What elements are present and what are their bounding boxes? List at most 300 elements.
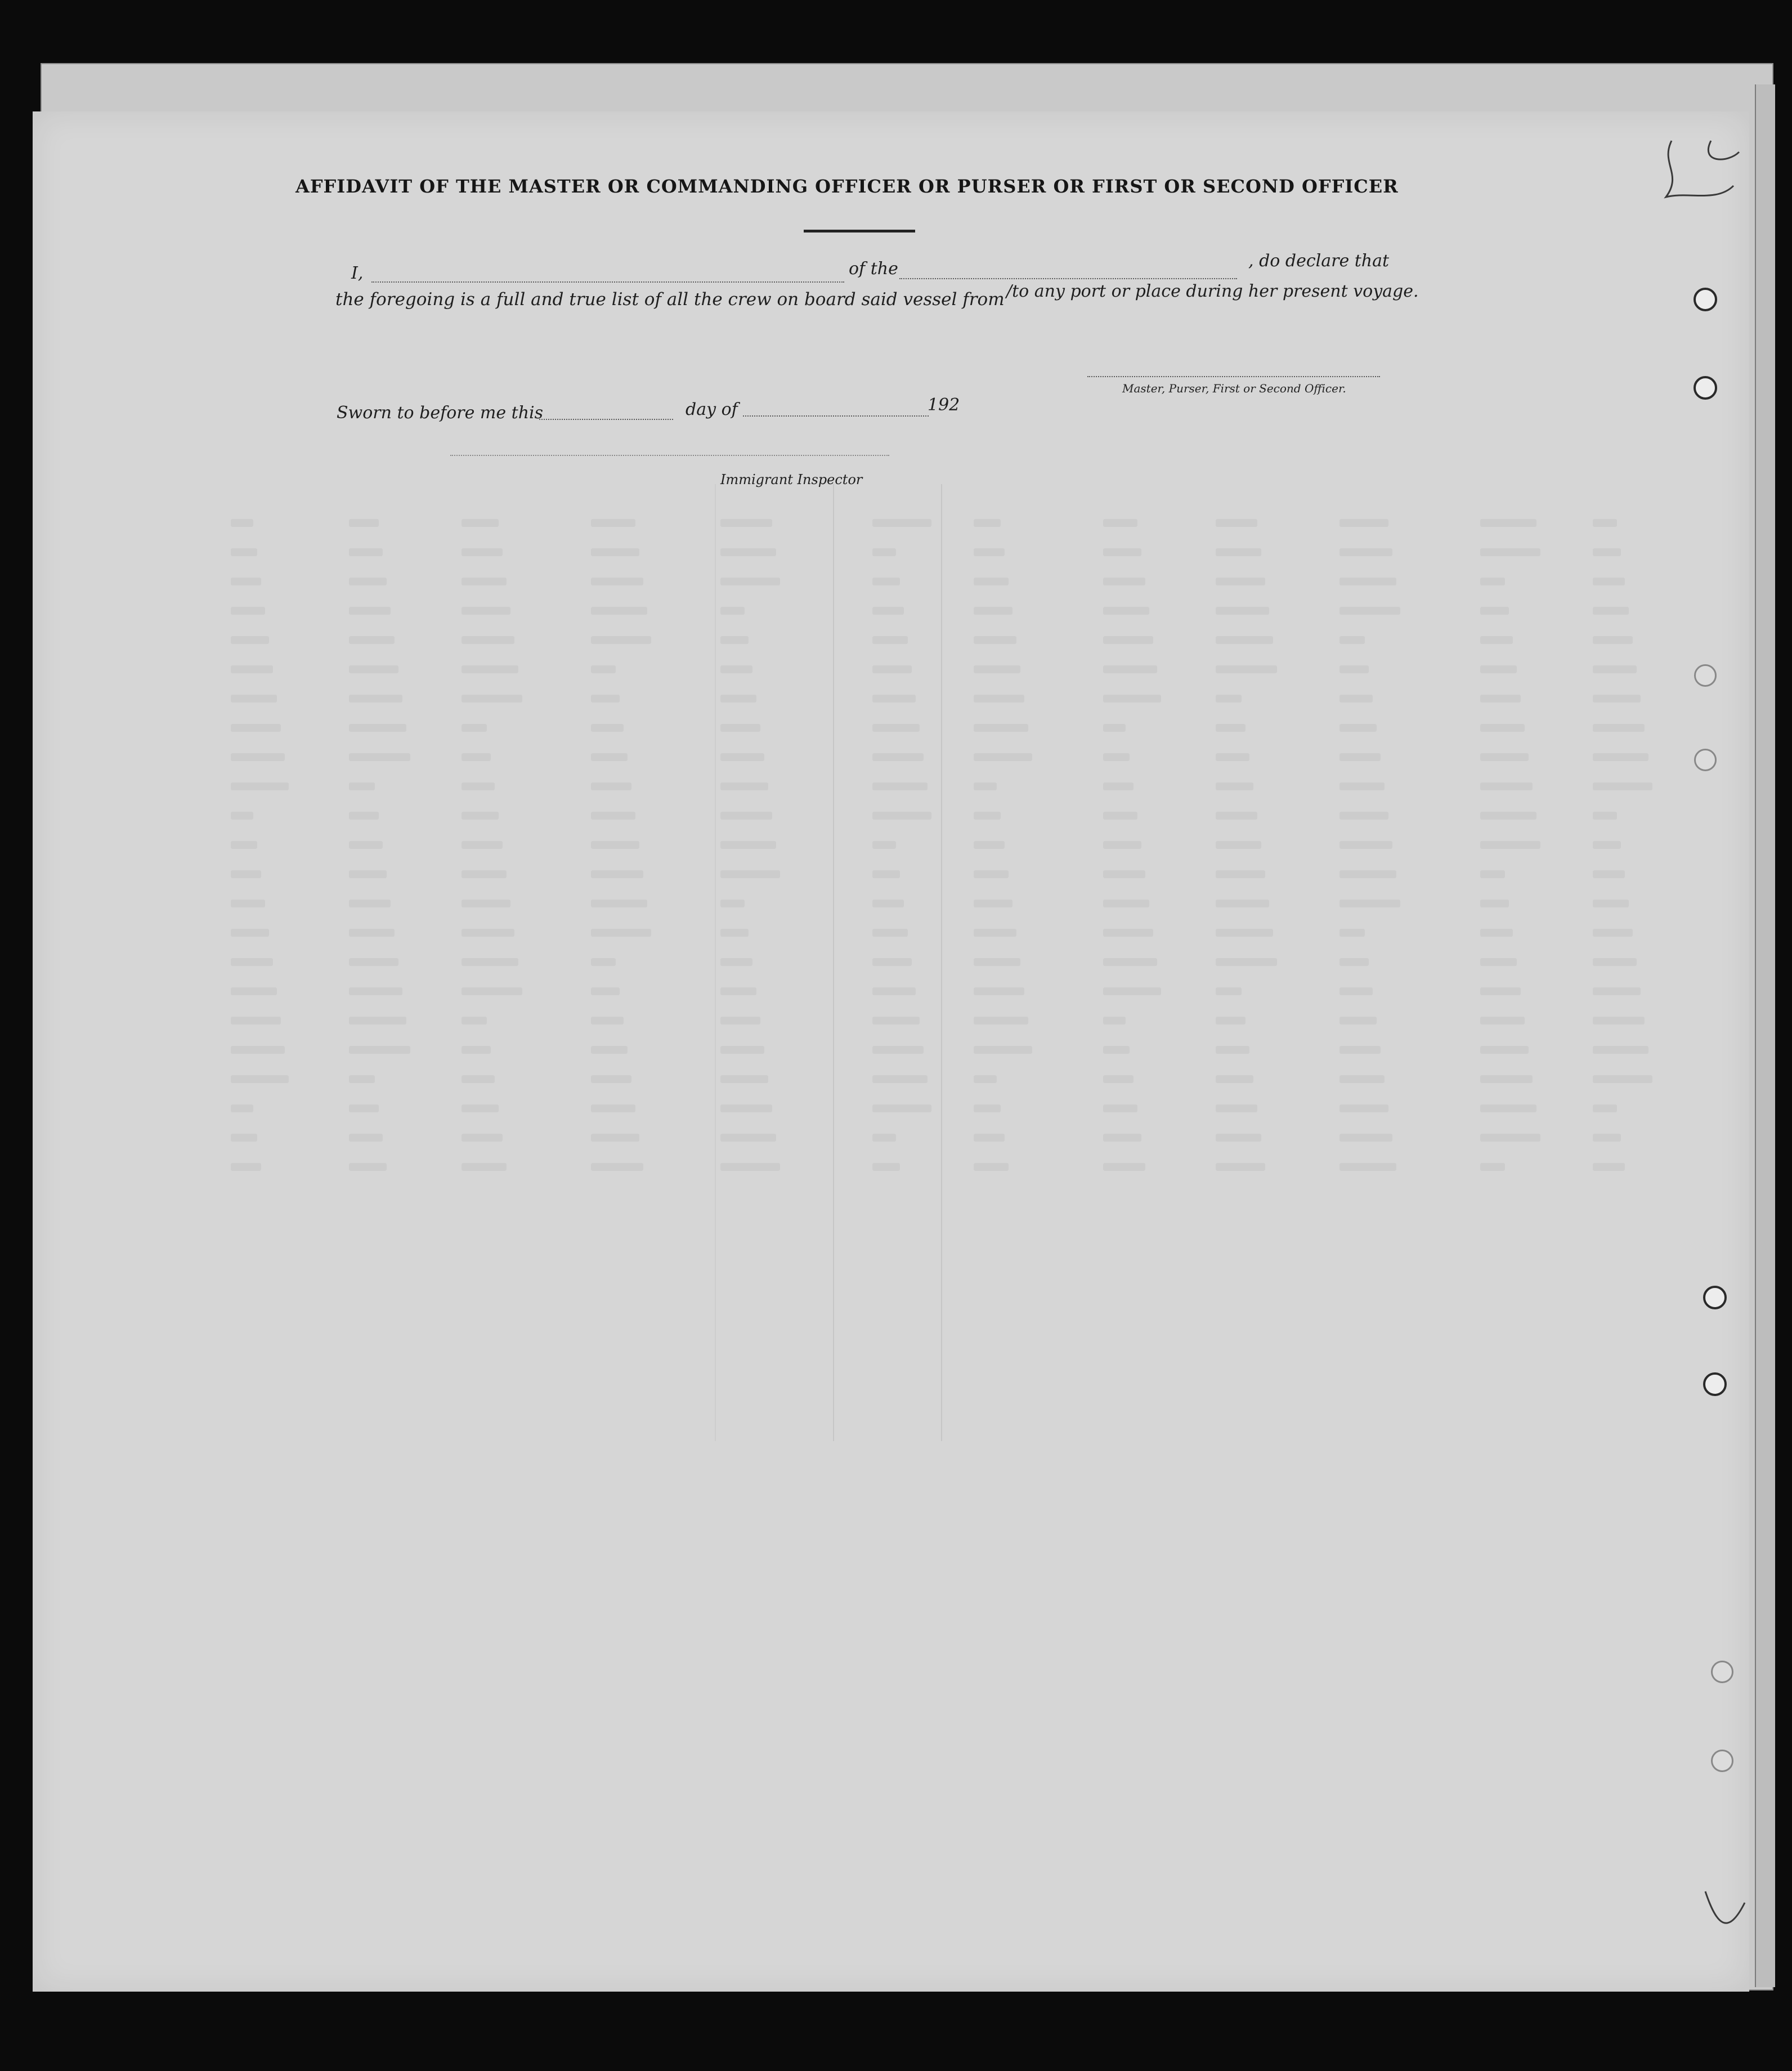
bleed-through-mark (720, 1104, 772, 1112)
day-blank (539, 419, 673, 420)
bleed-through-mark (231, 958, 273, 966)
bleed-through-mark (1216, 987, 1242, 995)
bleed-through-mark (1480, 841, 1540, 849)
bleed-through-mark (1339, 782, 1385, 790)
bleed-through-row (225, 660, 1655, 682)
bleed-through-mark (872, 870, 900, 878)
bleed-through-mark (1339, 548, 1392, 556)
bleed-through-mark (720, 841, 776, 849)
punch-hole (1694, 749, 1717, 771)
bleed-through-mark (1339, 958, 1369, 966)
punch-hole (1711, 1750, 1733, 1772)
bleed-through-mark (872, 812, 931, 820)
bleed-through-mark (231, 724, 281, 732)
bleed-through-mark (349, 782, 375, 790)
signature-line (1087, 376, 1380, 377)
bleed-through-mark (231, 987, 277, 995)
bleed-through-mark (1480, 519, 1536, 527)
bleed-through-row (225, 1070, 1655, 1092)
bleed-through-mark (1593, 900, 1629, 907)
bleed-through-row (225, 601, 1655, 624)
bleed-through-mark (720, 548, 776, 556)
bleed-through-row (225, 718, 1655, 741)
bleed-through-mark (872, 929, 908, 937)
bleed-through-mark (1339, 665, 1369, 673)
bleed-through-mark (1593, 1163, 1625, 1171)
bleed-through-mark (720, 900, 745, 907)
bleed-through-mark (974, 519, 1001, 527)
bleed-through-mark (1216, 695, 1242, 703)
bleed-through-mark (591, 841, 639, 849)
bleed-through-mark (720, 1046, 764, 1054)
bleed-through-mark (720, 636, 749, 644)
bleed-through-mark (974, 1134, 1005, 1142)
bleed-through-mark (349, 929, 395, 937)
bleed-through-mark (591, 578, 643, 585)
bleed-through-mark (591, 987, 620, 995)
bleed-through-mark (1480, 1104, 1536, 1112)
day-of-text: day of (686, 400, 738, 419)
bleed-through-mark (462, 958, 518, 966)
bleed-through-mark (1593, 578, 1625, 585)
bleed-through-row (225, 777, 1655, 799)
bleed-through-mark (974, 607, 1013, 615)
bleed-through-mark (1480, 724, 1525, 732)
bleed-through-mark (720, 1134, 776, 1142)
punch-hole (1694, 376, 1717, 400)
bleed-through-mark (872, 987, 916, 995)
bleed-through-mark (872, 1075, 928, 1083)
bleed-through-mark (1103, 607, 1149, 615)
bleed-through-mark (1216, 929, 1273, 937)
bleed-through-mark (1480, 607, 1509, 615)
bleed-through-mark (974, 841, 1005, 849)
bleed-through-mark (1480, 578, 1505, 585)
bleed-through-mark (974, 987, 1024, 995)
bleed-through-mark (591, 753, 628, 761)
bleed-through-mark (872, 636, 908, 644)
bleed-through-mark (974, 1046, 1032, 1054)
bleed-through-mark (872, 548, 896, 556)
bleed-through-mark (1216, 1104, 1257, 1112)
bleed-through-mark (462, 782, 495, 790)
bleed-through-mark (872, 1163, 900, 1171)
bleed-through-mark (872, 665, 912, 673)
bleed-through-row (225, 806, 1655, 829)
bleed-through-mark (349, 636, 395, 644)
master-caption: Master, Purser, First or Second Officer. (1122, 382, 1346, 395)
bleed-through-mark (1593, 1017, 1645, 1025)
bleed-through-mark (1339, 987, 1373, 995)
bleed-through-mark (1480, 1046, 1529, 1054)
bleed-through-row (225, 1128, 1655, 1151)
punch-hole (1694, 288, 1717, 311)
bleed-through-mark (1339, 1075, 1385, 1083)
bleed-through-mark (872, 578, 900, 585)
bleed-through-mark (1103, 1017, 1126, 1025)
bleed-through-mark (1593, 724, 1645, 732)
bleed-through-mark (1103, 841, 1141, 849)
bleed-through-mark (1103, 1075, 1134, 1083)
bleed-through-mark (1103, 578, 1145, 585)
bleed-through-mark (872, 1017, 920, 1025)
bleed-through-mark (1339, 519, 1388, 527)
bleed-through-mark (1593, 1134, 1621, 1142)
bleed-through-mark (462, 1134, 503, 1142)
bleed-through-row (225, 1099, 1655, 1121)
bleed-through-mark (872, 753, 924, 761)
line1-i: I, (351, 263, 364, 283)
bleed-through-mark (720, 753, 764, 761)
bleed-through-mark (349, 753, 410, 761)
bleed-through-mark (720, 1163, 780, 1171)
sworn-text: Sworn to before me this (337, 403, 544, 423)
bleed-through-mark (1339, 812, 1388, 820)
bleed-through-mark (1339, 607, 1400, 615)
bleed-through-mark (1480, 812, 1536, 820)
bleed-through-mark (462, 1163, 507, 1171)
bleed-through-mark (1593, 636, 1633, 644)
bleed-through-mark (231, 1017, 281, 1025)
bleed-through-mark (720, 812, 772, 820)
bleed-through-row (225, 894, 1655, 916)
bleed-through-mark (462, 695, 522, 703)
bleed-through-mark (1103, 695, 1161, 703)
bleed-through-mark (591, 1134, 639, 1142)
bleed-through-mark (349, 1134, 383, 1142)
bleed-through-mark (591, 782, 631, 790)
bleed-through-mark (720, 519, 772, 527)
bleed-through-mark (349, 607, 391, 615)
bleed-through-mark (1480, 987, 1521, 995)
bleed-through-mark (591, 636, 651, 644)
bleed-through-mark (591, 1163, 643, 1171)
bleed-through-mark (462, 1046, 491, 1054)
bleed-through-mark (720, 665, 752, 673)
bleed-through-mark (231, 753, 285, 761)
bleed-through-mark (1593, 812, 1617, 820)
bleed-through-mark (462, 753, 491, 761)
bleed-through-mark (974, 1075, 997, 1083)
bleed-through-mark (872, 782, 928, 790)
bleed-through-mark (591, 812, 635, 820)
bleed-through-mark (720, 695, 756, 703)
bleed-through-mark (591, 870, 643, 878)
bleed-through-row (225, 835, 1655, 858)
bleed-through-mark (1593, 841, 1621, 849)
bleed-through-mark (1103, 548, 1141, 556)
bleed-through-mark (1339, 841, 1392, 849)
month-blank (743, 415, 929, 417)
bleed-through-mark (974, 578, 1009, 585)
bleed-through-mark (872, 1104, 931, 1112)
bleed-through-mark (1593, 987, 1641, 995)
bleed-through-mark (1103, 1104, 1137, 1112)
bleed-through-mark (1339, 1134, 1392, 1142)
bleed-through-mark (1216, 841, 1261, 849)
bleed-through-row (225, 513, 1655, 536)
bleed-through-mark (591, 900, 647, 907)
bleed-through-mark (720, 870, 780, 878)
bleed-through-mark (872, 1046, 924, 1054)
bleed-through-row (225, 543, 1655, 565)
bleed-through-mark (462, 548, 503, 556)
margin-pencil-mark (1649, 129, 1762, 242)
bleed-through-mark (872, 1134, 896, 1142)
bleed-through-mark (1216, 665, 1277, 673)
bleed-through-mark (1216, 753, 1249, 761)
bleed-through-mark (591, 1104, 635, 1112)
bleed-through-mark (1216, 548, 1261, 556)
bleed-through-mark (349, 987, 402, 995)
bleed-through-mark (1216, 782, 1253, 790)
bleed-through-mark (974, 753, 1032, 761)
bleed-through-mark (1593, 1046, 1648, 1054)
bleed-through-mark (1593, 695, 1641, 703)
bleed-through-mark (1480, 665, 1517, 673)
bleed-through-mark (231, 782, 289, 790)
bleed-through-mark (872, 724, 920, 732)
bleed-through-mark (1480, 753, 1529, 761)
bleed-through-mark (720, 1075, 768, 1083)
bleed-through-mark (1593, 519, 1617, 527)
line2-text: the foregoing is a full and true list of all the crew on board said vessel from (335, 289, 1005, 310)
bleed-through-mark (1103, 1046, 1130, 1054)
bleed-through-mark (1216, 607, 1269, 615)
bleed-through-row (225, 689, 1655, 712)
bleed-through-mark (1480, 636, 1513, 644)
bleed-through-mark (462, 724, 487, 732)
bleed-through-mark (720, 782, 768, 790)
bleed-through-mark (1103, 812, 1137, 820)
bleed-through-mark (1593, 548, 1621, 556)
bleed-through-mark (462, 841, 503, 849)
bleed-through-mark (974, 548, 1005, 556)
bleed-through-mark (1480, 900, 1509, 907)
bleed-through-mark (1480, 1163, 1505, 1171)
bleed-through-mark (974, 929, 1016, 937)
bleed-through-mark (974, 870, 1009, 878)
bleed-through-mark (349, 578, 387, 585)
bleed-through-mark (974, 724, 1028, 732)
bleed-through-mark (974, 1017, 1028, 1025)
bleed-through-mark (1593, 1104, 1617, 1112)
bleed-through-mark (1593, 607, 1629, 615)
bleed-through-mark (1103, 900, 1149, 907)
bleed-through-row (225, 982, 1655, 1004)
bleed-through-mark (1339, 900, 1400, 907)
bleed-through-mark (1480, 695, 1521, 703)
bleed-through-mark (1480, 958, 1517, 966)
bleed-through-mark (349, 958, 398, 966)
bleed-through-mark (349, 548, 383, 556)
bleed-through-mark (1216, 1075, 1253, 1083)
bleed-through-mark (1103, 519, 1137, 527)
bleed-through-mark (974, 812, 1001, 820)
bleed-through-mark (462, 870, 507, 878)
affidavit-title: AFFIDAVIT OF THE MASTER OR COMMANDING OFFICER OR PURSER OR FIRST OR SECOND OFFICER (295, 176, 1399, 197)
bleed-through-mark (1216, 900, 1269, 907)
bleed-through-mark (349, 1075, 375, 1083)
bleed-through-mark (462, 987, 522, 995)
bleed-through-mark (974, 636, 1016, 644)
bleed-through-mark (720, 1017, 760, 1025)
bleed-through-mark (349, 1017, 406, 1025)
bleed-through-mark (974, 782, 997, 790)
bleed-through-mark (591, 607, 647, 615)
bleed-through-mark (720, 987, 756, 995)
bleed-through-mark (1103, 724, 1126, 732)
bleed-through-mark (1103, 958, 1157, 966)
inspector-line (450, 455, 889, 456)
bleed-through-mark (1216, 958, 1277, 966)
bleed-through-mark (462, 607, 510, 615)
bleed-through-row (225, 748, 1655, 770)
bleed-through-mark (591, 958, 616, 966)
punch-hole (1711, 1661, 1733, 1683)
bleed-through-mark (974, 1163, 1009, 1171)
bleed-through-mark (974, 1104, 1001, 1112)
bleed-through-mark (462, 665, 518, 673)
bleed-through-mark (591, 519, 635, 527)
year-text: 192 (928, 395, 960, 415)
bleed-through-mark (1593, 958, 1637, 966)
bleed-through-mark (349, 519, 379, 527)
bleed-through-mark (349, 695, 402, 703)
bleed-through-mark (591, 724, 624, 732)
bleed-through-mark (231, 929, 269, 937)
bleed-through-mark (1339, 870, 1396, 878)
bleed-through-mark (1339, 1046, 1381, 1054)
bleed-through-mark (1339, 1017, 1377, 1025)
bleed-through-mark (349, 665, 398, 673)
bleed-through-row (225, 630, 1655, 653)
bleed-through-mark (231, 548, 257, 556)
bleed-through-mark (1480, 548, 1540, 556)
bleed-through-mark (591, 1075, 631, 1083)
bleed-through-mark (349, 812, 379, 820)
bleed-through-mark (591, 1046, 628, 1054)
bleed-through-mark (231, 519, 253, 527)
name-blank (371, 281, 844, 283)
bleed-through-mark (1339, 695, 1373, 703)
bleed-through-mark (974, 665, 1020, 673)
bleed-through-mark (1593, 665, 1637, 673)
bleed-through-mark (1339, 636, 1365, 644)
bleed-through-mark (1339, 578, 1396, 585)
bleed-through-mark (1103, 929, 1153, 937)
bleed-through-mark (1593, 782, 1652, 790)
bleed-through-mark (1103, 987, 1161, 995)
punch-hole (1694, 664, 1717, 687)
bleed-through-mark (349, 870, 387, 878)
bleed-through-row (225, 1011, 1655, 1034)
bleed-through-mark (1103, 665, 1157, 673)
line1-of-the: of the (849, 259, 898, 279)
bleed-through-mark (872, 900, 904, 907)
bleed-through-mark (1339, 1163, 1396, 1171)
bleed-through-mark (1216, 1134, 1261, 1142)
bleed-through-mark (1216, 870, 1265, 878)
bleed-through-mark (1103, 753, 1130, 761)
bleed-through-mark (462, 929, 514, 937)
bleed-through-mark (1339, 724, 1377, 732)
bleed-through-mark (720, 578, 780, 585)
bleed-through-mark (462, 812, 499, 820)
bleed-through-mark (1339, 753, 1381, 761)
bleed-through-row (225, 865, 1655, 887)
bleed-through-mark (720, 607, 745, 615)
bleed-through-mark (872, 607, 904, 615)
bleed-through-mark (1103, 1134, 1141, 1142)
bleed-through-mark (231, 812, 253, 820)
bleed-through-mark (231, 695, 277, 703)
bleed-through-mark (1216, 1046, 1249, 1054)
punch-hole (1703, 1372, 1727, 1396)
bleed-through-mark (1593, 753, 1648, 761)
bleed-through-mark (1593, 870, 1625, 878)
bleed-through-row (225, 572, 1655, 594)
bleed-through-mark (1216, 724, 1246, 732)
bleed-through-mark (872, 958, 912, 966)
vessel-blank (899, 278, 1237, 279)
bleed-through-mark (1480, 1134, 1540, 1142)
bleed-through-mark (720, 724, 760, 732)
bleed-through-mark (231, 665, 273, 673)
bleed-through-mark (1103, 1163, 1145, 1171)
bleed-through-mark (231, 841, 257, 849)
bleed-through-mark (1593, 1075, 1652, 1083)
margin-pencil-mark (1694, 1880, 1762, 1948)
bleed-through-mark (231, 1104, 253, 1112)
bleed-through-mark (1480, 1017, 1525, 1025)
bleed-through-mark (1216, 519, 1257, 527)
bleed-through-mark (974, 900, 1013, 907)
bleed-through-mark (720, 929, 749, 937)
bleed-through-mark (349, 900, 391, 907)
bleed-through-row (225, 1157, 1655, 1180)
bleed-through-mark (231, 1163, 261, 1171)
bleed-through-mark (1480, 929, 1513, 937)
bleed-through-mark (1216, 812, 1257, 820)
bleed-through-mark (591, 665, 616, 673)
bleed-through-mark (349, 1046, 410, 1054)
bleed-through-mark (872, 695, 916, 703)
bleed-through-mark (1480, 1075, 1533, 1083)
bleed-through-mark (462, 900, 510, 907)
title-rule (804, 230, 915, 232)
bleed-through-mark (462, 519, 499, 527)
bleed-through-mark (1480, 782, 1533, 790)
bleed-through-mark (1480, 870, 1505, 878)
bleed-through-mark (231, 870, 261, 878)
bleed-through-mark (231, 636, 269, 644)
line2-end: /to any port or place during her present voyage. (1006, 281, 1419, 301)
bleed-through-mark (462, 1104, 499, 1112)
bleed-through-mark (462, 578, 507, 585)
bleed-through-mark (1339, 929, 1365, 937)
bleed-through-mark (591, 695, 620, 703)
bleed-through-mark (1593, 929, 1633, 937)
bleed-through-mark (591, 929, 651, 937)
bleed-through-row (225, 952, 1655, 975)
bleed-through-mark (1216, 578, 1265, 585)
bleed-through-mark (872, 841, 896, 849)
bleed-through-mark (591, 548, 639, 556)
bleed-through-mark (1216, 636, 1273, 644)
bleed-through-mark (1216, 1163, 1265, 1171)
bleed-through-mark (349, 1104, 379, 1112)
